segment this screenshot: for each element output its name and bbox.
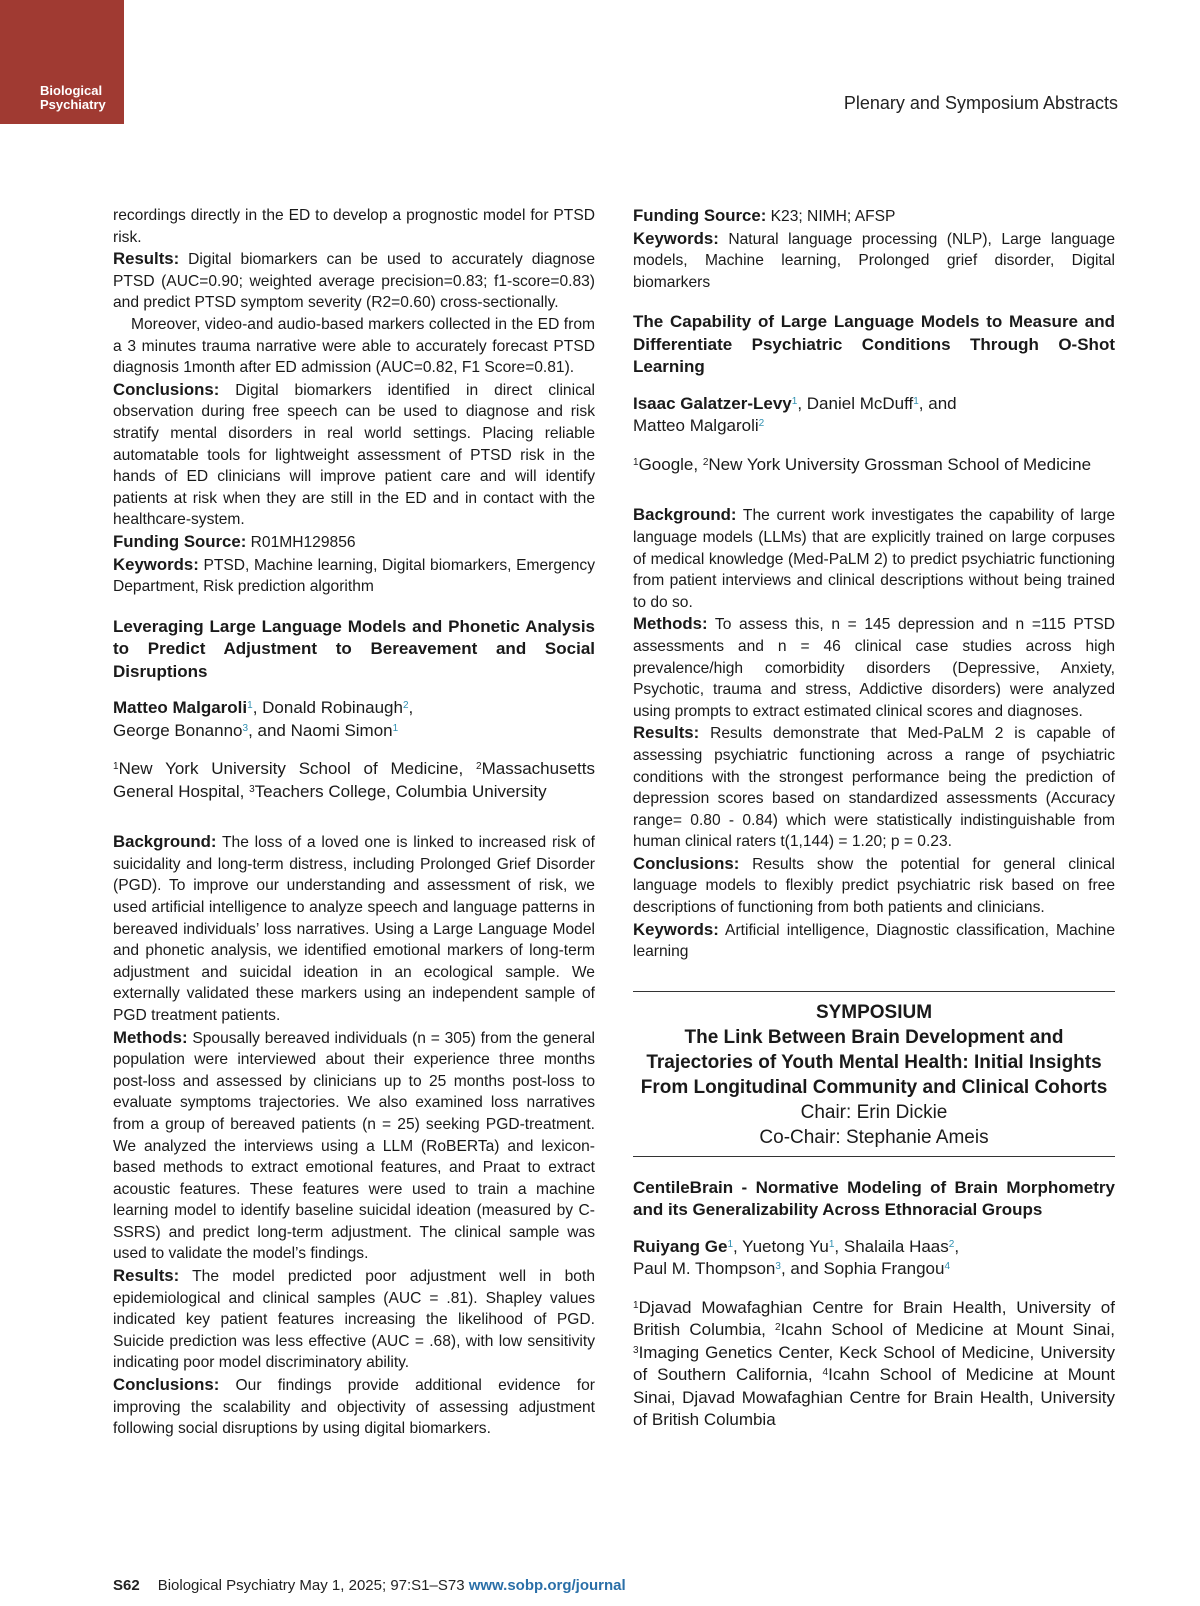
results-paragraph-2: Results: The model predicted poor adjustment well in both epidemiological and clinical samples (AUC = .81). Shapley values indicated key patient features increasing the likelihood of PGD. Suicide prediction was less effective (AUC = .68), with low sensitivity indicating poor model discriminatory ability. — [113, 1266, 595, 1372]
abstract-title-2: The Capability of Large Language Models to Measure and Differentiate Psychiatric Conditions Through O-Shot Learning — [633, 312, 1115, 377]
logo-line-2: Psychiatry — [40, 97, 106, 112]
affiliations-3: $^1$Djavad Mowafaghian Centre for Brain Health, University of British Columbia, $^2$Icahn School of Medicine at Mount Sinai, $^3$Imaging Genetics Center, Keck School of Medicine, University of Southern California, $^4$Icahn School of Medicine at Mount Sinai, Djavad Mowafaghian Centre for Brain Health, University of British Columbia — [633, 1297, 1115, 1430]
affiliations-2: $^1$Google, $^2$New York University Grossman School of Medicine — [633, 454, 1092, 474]
results-paragraph: Results: Digital biomarkers can be used to accurately diagnose PTSD (AUC=0.90; weighted average precision=0.83; f1-score=0.83) and predict PTSD symptom severity (R2=0.60) cross-sectionally. — [113, 249, 595, 312]
keywords-paragraph: Keywords: PTSD, Machine learning, Digital biomarkers, Emergency Department, Risk prediction algorithm — [113, 554, 595, 596]
conclusions-paragraph-3: Conclusions: Results show the potential for general clinical language models to flexibly predict psychiatric risk based on free descriptions of functioning from both patients and clinicians. — [633, 853, 1115, 917]
background-paragraph: Background: The loss of a loved one is linked to increased risk of suicidality and long-term distress, including Prolonged Grief Disorder (PGD). To improve our understanding and assessment of risk, we used artificial intelligence to analyze speech and language patterns in bereaved individuals’ loss narratives. Using a Large Language Model and phonetic analysis, we identified emotional markers of long-term adjustment and suicidal ideation in an ecological sample. We externally validated these markers using an independent sample of PGD treatment patients. — [113, 832, 595, 1024]
journal-link[interactable]: www.sobp.org/journal — [468, 1577, 626, 1594]
author-list: Matteo Malgaroli$^1$, Donald Robinaugh$^2$, George Bonanno$^3$, and Naomi Simon$^1$ — [113, 698, 414, 740]
symposium-chair: Chair: Erin Dickie — [800, 1101, 948, 1123]
conclusions-paragraph-2: Conclusions: Our findings provide additional evidence for improving the scalability and objectivity of assessing adjustment following social disruptions by using digital biomarkers. — [113, 1375, 595, 1438]
funding-paragraph: Funding Source: R01MH129856 — [113, 531, 356, 551]
running-head: Plenary and Symposium Abstracts — [843, 93, 1118, 113]
methods-paragraph-2: Methods: To assess this, n = 145 depression and n =115 PTSD assessments and n = 46 clinical case studies across high prevalence/high comorbidity disorders (Depressive, Anxiety, Psychotic, trauma and stress, Addictive disorders) were analyzed using prompts to extract estimated clinical scores and diagnoses. — [633, 614, 1115, 720]
funding-paragraph-2: Funding Source: K23; NIMH; AFSP — [633, 206, 896, 225]
moreover-paragraph: Moreover, video-and audio-based markers collected in the ED from a 3 minutes trauma narrative were able to accurately forecast PTSD diagnosis 1month after ED admission (AUC=0.82, F1 Score=0.81). — [113, 315, 595, 377]
abstract-title-3: CentileBrain - Normative Modeling of Brain Morphometry and its Generalizability Across Ethnoracial Groups — [633, 1177, 1115, 1220]
abstract-title: Leveraging Large Language Models and Phonetic Analysis to Predict Adjustment to Bereavement and Social Disruptions — [113, 616, 595, 681]
right-column — [633, 205, 1115, 1460]
journal-logo — [0, 0, 124, 124]
symposium-box — [633, 991, 1115, 1157]
background-paragraph-2: Background: The current work investigates the capability of large language models (LLMs) that are explicitly trained on large corpuses of medical knowledge (Med-PaLM 2) to predict psychiatric functioning from patient interviews and clinical descriptions without being trained to do so. — [633, 505, 1115, 611]
results-paragraph-3: Results: Results demonstrate that Med-PaLM 2 is capable of assessing psychiatric functioning across a range of psychiatric conditions with the strongest performance being the prediction of depression scores based on standardized assessments (Accuracy range= 0.80 - 0.84) which were statistically indistinguishable from human clinical raters t(1,144) = 1.20; p = 0.23. — [633, 723, 1115, 851]
citation: Biological Psychiatry May 1, 2025; 97:S1–S73 — [157, 1577, 469, 1594]
intro-paragraph: recordings directly in the ED to develop a prognostic model for PTSD risk. — [113, 207, 595, 246]
symposium-label: SYMPOSIUM — [815, 1001, 933, 1023]
logo-line-1: Biological — [40, 83, 103, 98]
symposium-title: The Link Between Brain Development and Trajectories of Youth Mental Health: Initial Insights From Longitudinal Community and Clinical Cohorts — [640, 1026, 1108, 1098]
left-column — [113, 205, 595, 1440]
symposium-cochair: Co-Chair: Stephanie Ameis — [759, 1126, 989, 1148]
conclusions-paragraph: Conclusions: Digital biomarkers identified in direct clinical observation during free speech can be used to diagnose and risk stratify mental disorders in real world settings. Placing reliable automatable tools for lightweight assessment of PTSD risk in the hands of ED clinicians will improve patient care and will identify patients at risk when they are still in the ED and in contact with the healthcare-system. — [113, 379, 595, 529]
affiliations: $^1$New York University School of Medicine, $^2$Massachusetts General Hospital, $^3$Teachers College, Columbia University — [113, 759, 595, 801]
methods-paragraph: Methods: Spousally bereaved individuals (n = 305) from the general population were interviewed about their experience three months post-loss and assessed by clinicians up to 25 months post-loss to evaluate symptoms trajectories. We also examined loss narratives from a group of bereaved patients (n = 25) seeking PGD-treatment. We analyzed the interviews using a LLM (RoBERTa) and lexicon-based methods to extract emotional features, and Praat to extract acoustic features. These features were used to train a machine learning model to identify baseline suicidal ideation (measured by C-SSRS) and predict long-term adjustment. The clinical sample was used to validate the model’s findings. — [113, 1027, 595, 1263]
page-number: S62 — [113, 1577, 140, 1594]
page-footer — [113, 1577, 626, 1594]
author-list-2: Isaac Galatzer-Levy$^1$, Daniel McDuff$^1$, and Matteo Malgaroli$^2$ — [633, 393, 957, 436]
keywords-paragraph-3: Keywords: Artificial intelligence, Diagnostic classification, Machine learning — [633, 919, 1115, 961]
author-list-3: Ruiyang Ge$^1$, Yuetong Yu$^1$, Shalaila Haas$^2$, Paul M. Thompson$^3$, and Sophia Frangou$^4$ — [633, 1236, 960, 1279]
keywords-paragraph-2: Keywords: Natural language processing (NLP), Large language models, Machine learning, Prolonged grief disorder, Digital biomarkers — [633, 228, 1115, 291]
